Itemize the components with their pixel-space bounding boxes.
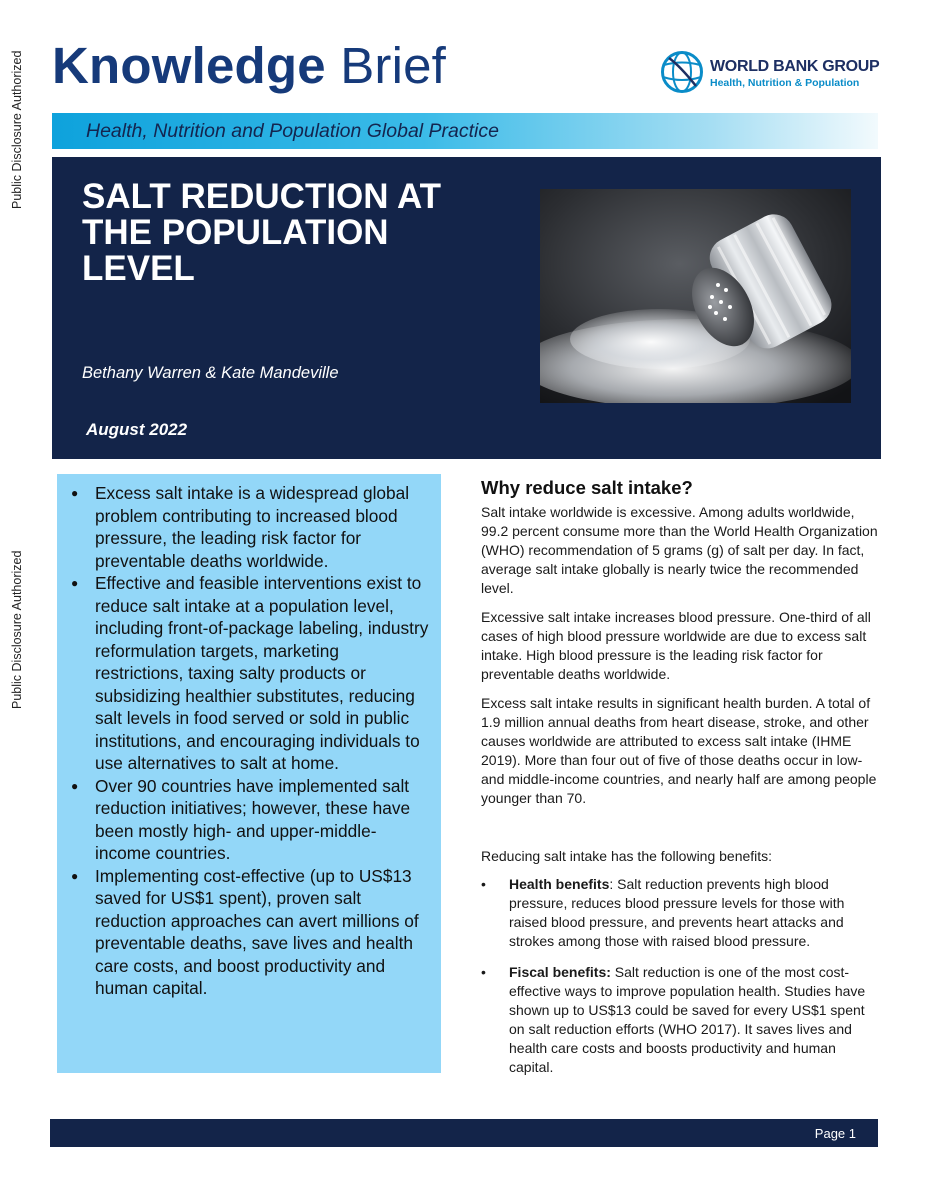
article-column — [481, 477, 881, 1075]
disclosure-label-bottom: Public Disclosure Authorized — [10, 550, 24, 710]
bullet-icon: • — [481, 876, 486, 892]
bullet-icon: ● — [71, 868, 79, 883]
benefit-label: Health benefits — [509, 876, 610, 892]
bullet-icon: ● — [71, 778, 79, 793]
page-footer — [50, 1119, 878, 1147]
key-points-box — [57, 474, 441, 1073]
bullet-icon: • — [481, 964, 486, 980]
benefit-label: Fiscal benefits: — [509, 964, 611, 980]
bullet-icon: ● — [71, 486, 79, 500]
logo-subtitle: Health, Nutrition & Population — [710, 77, 860, 89]
key-points-list — [57, 482, 441, 1000]
key-point: ● Effective and feasible interventions exist to reduce salt intake at a population level, including front-of-package labeling, industry reformulation targets, marketing restrictions, taxing salty products or subsidizing healthier substitutes, reducing salt levels in food served or sold in public institutions, and encouraging individuals to use alternatives to salt at home. — [71, 573, 429, 773]
benefits-list — [481, 875, 881, 1089]
hero-banner — [52, 157, 881, 459]
paragraph: Salt intake worldwide is excessive. Among adults worldwide, 99.2 percent consume more than the World Health Organization (WHO) recommendation of 5 grams (g) of salt per day. In fact, average salt intake globally is nearly twice the recommended level. — [481, 504, 878, 596]
title-bold: Knowledge — [52, 37, 326, 94]
logo-name: WORLD BANK GROUP — [710, 58, 880, 75]
bullet-icon: ● — [71, 576, 79, 590]
key-point: ● Excess salt intake is a widespread global problem contributing to increased blood pressure, the leading risk factor for preventable deaths worldwide. — [71, 483, 410, 571]
salt-shaker-photo — [540, 189, 851, 403]
benefit-item — [481, 963, 881, 1077]
authors: Bethany Warren & Kate Mandeville — [82, 364, 339, 382]
salt-shaker-image — [540, 189, 851, 403]
key-point: ● Implementing cost-effective (up to US$13 saved for US$1 spent), proven salt reduction approaches can avert millions of preventable deaths, save lives and health care costs, and boost productivity and human capital. — [71, 865, 419, 998]
globe-icon — [660, 50, 704, 94]
practice-banner — [52, 113, 878, 149]
practice-title: Health, Nutrition and Population Global Practice — [86, 120, 499, 142]
paragraph: Excess salt intake results in significant health burden. A total of 1.9 million annual deaths from heart disease, stroke, and other causes worldwide are attributed to excess salt intake (IHME 2019). More than four out of five of those deaths occur in low- and middle-income countries, and nearly half are among people younger than 70. — [481, 695, 877, 806]
paragraph: Excessive salt intake increases blood pressure. One-third of all cases of high blood pressure worldwide are due to excess salt intake. High blood pressure is the leading risk factor for preventable deaths worldwide. — [481, 609, 871, 682]
benefit-text: Salt reduction is one of the most cost-effective ways to improve population health. Studies have shown up to US$13 could be saved for every US$1 spent on salt reduction efforts (WHO 2017). It saves lives and health care costs and boosts productivity and human capital. — [509, 964, 866, 1075]
page-number: Page 1 — [814, 1126, 856, 1141]
publication-date: August 2022 — [86, 420, 188, 439]
benefit-item — [481, 875, 881, 951]
document-title — [52, 37, 447, 94]
benefit-text: : Salt reduction prevents high blood pressure, reduces blood pressure levels for those with raised blood pressure, and prevents heart attacks and strokes among those with raised blood pressure. — [509, 876, 845, 949]
title-light: Brief — [340, 37, 447, 94]
brief-title: SALT REDUCTION AT THE POPULATION LEVEL — [82, 177, 442, 288]
key-point: ● Over 90 countries have implemented salt reduction initiatives; however, these have been mostly high- and upper-middle-income countries. — [71, 775, 411, 863]
world-bank-logo — [660, 50, 885, 98]
benefits-intro: Reducing salt intake has the following benefits: — [481, 848, 773, 864]
section-heading: Why reduce salt intake? — [481, 477, 693, 498]
disclosure-label-top: Public Disclosure Authorized — [10, 50, 24, 210]
